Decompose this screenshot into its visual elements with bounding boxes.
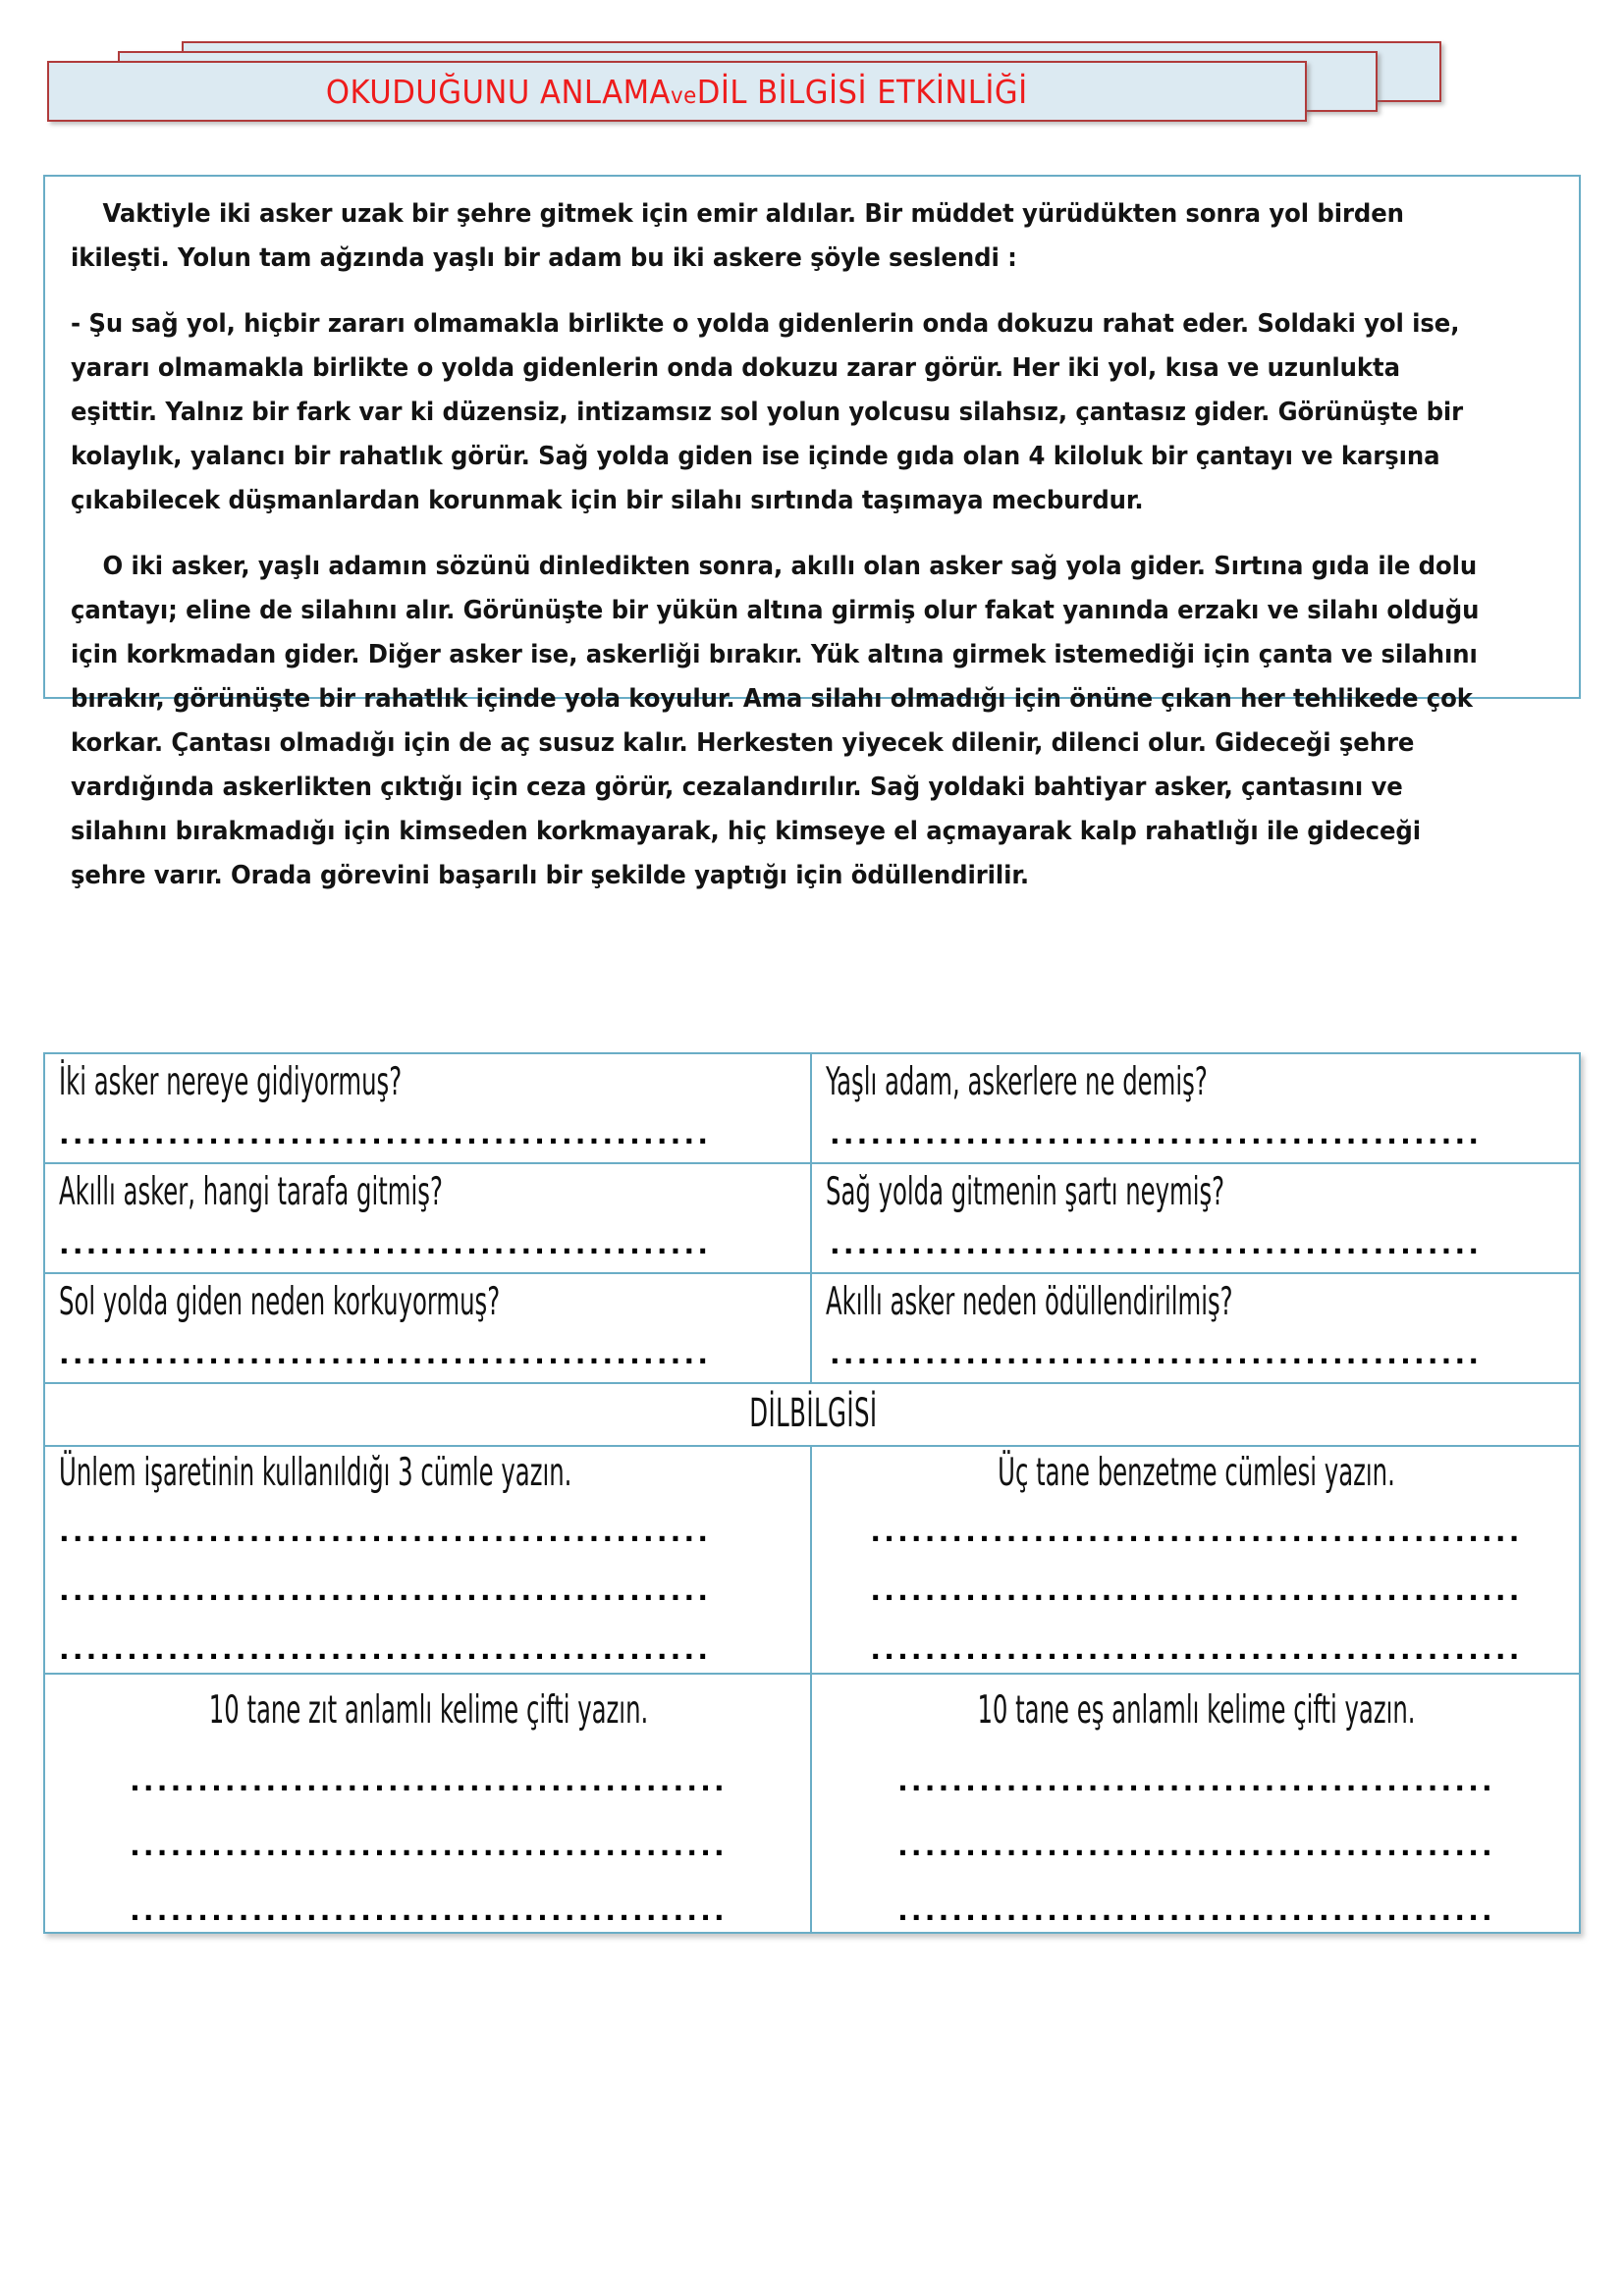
question-row-3 <box>45 1274 1579 1384</box>
answer-line-3[interactable]: ................................................ <box>59 1231 712 1258</box>
answer-line-15[interactable]: ............................................ <box>130 1896 728 1925</box>
question-cell-5[interactable] <box>45 1274 812 1382</box>
page-title-main: OKUDUĞUNU ANLAMA <box>326 72 672 111</box>
reading-paragraph-1: Vaktiyle iki asker uzak bir şehre gitmek için emir aldılar. Bir müddet yürüdükten sonra yol birden ikileşti. Yolun tam ağzında yaşlı bir adam bu iki askere şöyle seslendi : <box>71 199 1404 273</box>
answer-line-6[interactable]: ................................................ <box>830 1341 1483 1368</box>
answer-line-9[interactable]: ................................................ <box>59 1635 712 1664</box>
question-cell-6[interactable] <box>812 1274 1579 1382</box>
question-row-2 <box>45 1164 1579 1274</box>
grammar-cell-simile[interactable] <box>812 1447 1579 1673</box>
grammar-prompt-simile: Üç tane benzetme cümlesi yazın. <box>998 1449 1395 1495</box>
question-row-1 <box>45 1054 1579 1164</box>
grammar-row-word-pairs <box>45 1675 1579 1932</box>
grammar-prompt-synonyms: 10 tane eş anlamlı kelime çifti yazın. <box>977 1686 1416 1733</box>
answer-line-2[interactable]: ................................................ <box>830 1121 1483 1148</box>
question-cell-1[interactable] <box>45 1054 812 1162</box>
page-title-ve: ve <box>671 82 697 109</box>
answer-line-4[interactable]: ................................................ <box>830 1231 1483 1258</box>
grammar-section-header-row <box>45 1384 1579 1447</box>
grammar-prompt-exclamation: Ünlem işaretinin kullanıldığı 3 cümle yazın. <box>59 1449 572 1495</box>
question-cell-4[interactable] <box>812 1164 1579 1272</box>
grammar-cell-synonyms[interactable] <box>812 1675 1579 1932</box>
worksheet-table <box>43 1052 1581 1934</box>
question-text-5: Sol yolda giden neden korkuyormuş? <box>59 1278 501 1324</box>
header-banner-front <box>47 61 1307 122</box>
header-banner-stack <box>0 0 1624 116</box>
grammar-prompt-antonyms: 10 tane zıt anlamlı kelime çifti yazın. <box>208 1686 649 1733</box>
answer-lineset-antonyms <box>59 1768 798 1925</box>
grammar-section-header-cell <box>45 1384 1579 1445</box>
question-cell-2[interactable] <box>812 1054 1579 1162</box>
question-text-1: İki asker nereye gidiyormuş? <box>59 1058 403 1104</box>
answer-lineset-synonyms <box>826 1768 1567 1925</box>
answer-lineset-simile <box>826 1519 1567 1664</box>
answer-line-8[interactable]: ................................................ <box>59 1576 712 1605</box>
answer-line-1[interactable]: ................................................ <box>59 1121 712 1148</box>
answer-line-10[interactable]: ................................................ <box>870 1518 1523 1546</box>
answer-line-7[interactable]: ................................................ <box>59 1518 712 1546</box>
page-title-rest: DİL BİLGİSİ ETKİNLİĞİ <box>696 72 1028 111</box>
grammar-row-sentences <box>45 1447 1579 1675</box>
answer-line-17[interactable]: ............................................ <box>897 1832 1495 1860</box>
grammar-cell-exclamation[interactable] <box>45 1447 812 1673</box>
reading-paragraph-2: - Şu sağ yol, hiçbir zararı olmamakla birlikte o yolda gidenlerin onda dokuzu rahat eder. Soldaki yol ise, yararı olmamakla birlikte o yolda gidenlerin onda dokuzu zarar görür. Her iki yol, kısa ve uzunlukta eşittir. Yalnız bir fark var ki düzensiz, intizamsız sol yolun yolcusu silahsız, çantasız gider. Görünüşte bir kolaylık, yalancı bir rahatlık görür. Sağ yolda giden ise içinde gıda olan 4 kiloluk bir çantayı ve karşına çıkabilecek düşmanlardan korunmak için bir silahı sırtında taşımaya mecburdur. <box>71 309 1464 515</box>
grammar-section-title: DİLBİLGİSİ <box>748 1390 878 1437</box>
question-text-2: Yaşlı adam, askerlere ne demiş? <box>826 1058 1208 1104</box>
question-cell-3[interactable] <box>45 1164 812 1272</box>
answer-line-16[interactable]: ............................................ <box>897 1767 1495 1795</box>
question-text-3: Akıllı asker, hangi tarafa gitmiş? <box>59 1168 443 1214</box>
reading-passage-box <box>43 175 1581 890</box>
answer-lineset-exclamation <box>59 1519 798 1664</box>
answer-line-12[interactable]: ................................................ <box>870 1635 1523 1664</box>
answer-line-11[interactable]: ................................................ <box>870 1576 1523 1605</box>
reading-paragraph-3: O iki asker, yaşlı adamın sözünü dinledikten sonra, akıllı olan asker sağ yola gider. Sırtına gıda ile dolu çantayı; eline de silahını alır. Görünüşte bir yükün altına girmiş olur fakat yanında erzakı ve silahı olduğu için korkmadan gider. Diğer asker ise, askerliği bırakır. Yük altına girmek istemediği için çanta ve silahını bırakır, görünüşte bir rahatlık içinde yola koyulur. Ama silahı olmadığı için önüne çıkan her tehlikede çok korkar. Çantası olmadığı için de aç susuz kalır. Herkesten yiyecek dilenir, dilenci olur. Gideceği şehre vardığında askerlikten çıktığı için ceza görür, cezalandırılır. Sağ yoldaki bahtiyar asker, çantasını ve silahını bırakmadığı için kimseden korkmayarak, hiç kimseye el açmayarak kalp rahatlığı ile gideceği şehre varır. Orada görevini başarılı bir şekilde yaptığı için ödüllendirilir. <box>71 552 1480 890</box>
answer-line-18[interactable]: ............................................ <box>897 1896 1495 1925</box>
question-text-6: Akıllı asker neden ödüllendirilmiş? <box>826 1278 1233 1324</box>
answer-line-14[interactable]: ............................................ <box>130 1832 728 1860</box>
answer-line-5[interactable]: ................................................ <box>59 1341 712 1368</box>
grammar-cell-antonyms[interactable] <box>45 1675 812 1932</box>
question-text-4: Sağ yolda gitmenin şartı neymiş? <box>826 1168 1225 1214</box>
answer-line-13[interactable]: ............................................ <box>130 1767 728 1795</box>
page-title <box>326 73 1028 111</box>
